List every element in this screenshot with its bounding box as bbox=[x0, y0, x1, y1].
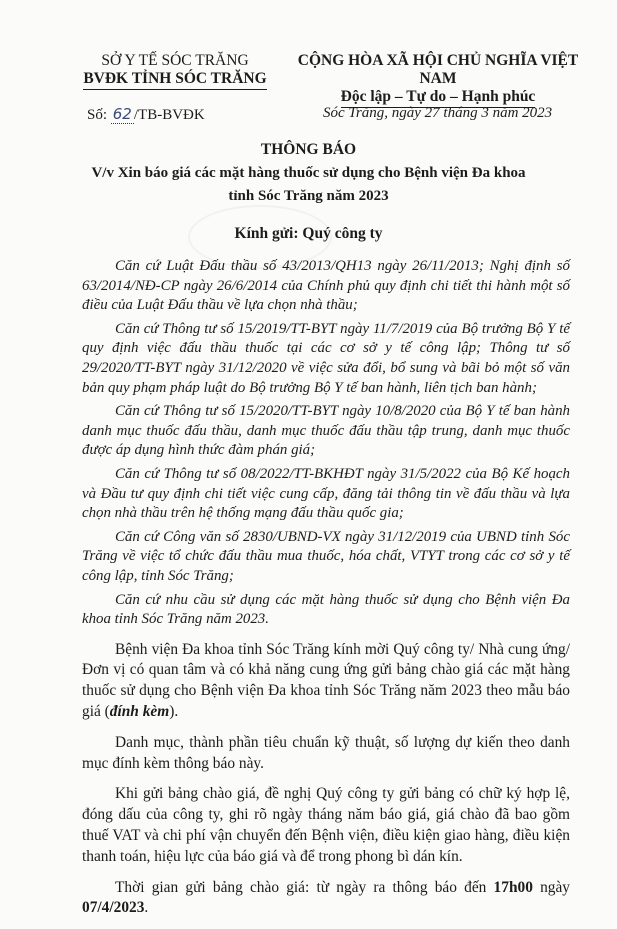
legal-basis: Căn cứ Luật Đấu thầu số 43/2013/QH13 ngày 26/11/2013; Nghị định số 63/2014/NĐ-CP ngày 26/6/2014 của Chính phủ quy định chi tiết thi hành một số điều của Luật Đấu thầu về lựa chọn nhà thầu; bbox=[82, 258, 570, 314]
country-name: CỘNG HÒA XÃ HỘI CHỦ NGHĨA VIỆT NAM bbox=[297, 52, 579, 87]
legal-basis: Căn cứ Thông tư số 08/2022/TT-BKHĐT ngày 31/5/2022 của Bộ Kế hoạch và Đầu tư quy định chi tiết việc cung cấp, đăng tải thông tin về đấu thầu và lựa chọn nhà thầu trên hệ thống mạng đấu thầu quốc gia; bbox=[82, 465, 570, 522]
doc-title: THÔNG BÁO bbox=[260, 141, 357, 158]
list-note-paragraph: Danh mục, thành phần tiêu chuẩn kỹ thuật, số lượng dự kiến theo danh mục đính kèm thông báo này. bbox=[82, 733, 570, 772]
document-number: Số: 62 /TB-BVĐK bbox=[87, 105, 205, 123]
org-parent: SỞ Y TẾ SÓC TRĂNG bbox=[101, 52, 249, 69]
org-name: BVĐK TỈNH SÓC TRĂNG bbox=[83, 70, 266, 90]
legal-basis: Căn cứ Thông tư số 15/2019/TT-BYT ngày 11/7/2019 của Bộ trưởng Bộ Y tế quy định việc đấu thầu thuốc tại các cơ sở y tế công lập; Thông tư số 29/2020/TT-BYT ngày 31/12/2020 về việc sửa đổi, bổ sung và bãi bỏ một số văn bản quy phạm pháp luật do Bộ trưởng Bộ Y tế ban hành, liên tịch ban hành; bbox=[82, 320, 570, 396]
doc-subject-line1: V/v Xin báo giá các mặt hàng thuốc sử dụng cho Bệnh viện Đa khoa bbox=[91, 165, 526, 181]
greeting: Kính gửi: Quý công ty bbox=[234, 225, 383, 242]
deadline-paragraph: Thời gian gửi bảng chào giá: từ ngày ra thông báo đến 17h00 ngày 07/4/2023. bbox=[82, 878, 570, 917]
doc-subject-line2: tỉnh Sóc Trăng năm 2023 bbox=[228, 188, 389, 204]
motto: Độc lập – Tự do – Hạnh phúc bbox=[341, 88, 536, 108]
submission-paragraph: Khi gửi bảng chào giá, đề nghị Quý công ty gửi bảng có chữ ký hợp lệ, đóng dấu của công ty, ghi rõ ngày tháng năm báo giá, giá chào đã bao gồm thuế VAT và chi phí vận chuyển đến Bệnh viện, điều kiện giao hàng, điều kiện thanh toán, hiệu lực của báo giá và để trong phong bì dán kín. bbox=[82, 785, 570, 865]
issuer-block bbox=[60, 52, 290, 90]
document-body bbox=[82, 257, 570, 929]
legal-basis: Căn cứ nhu cầu sử dụng các mặt hàng thuốc sử dụng cho Bệnh viện Đa khoa tỉnh Sóc Trăng năm 2023. bbox=[82, 591, 570, 628]
national-block bbox=[278, 52, 598, 108]
handwritten-number: 62 bbox=[112, 105, 132, 123]
legal-basis: Căn cứ Thông tư số 15/2020/TT-BYT ngày 10/8/2020 của Bộ Y tế ban hành danh mục thuốc đấu thầu, danh mục thuốc đấu thầu tập trung, danh mục thuốc được áp dụng hình thức đàm phán giá; bbox=[82, 403, 570, 459]
invitation-paragraph: Bệnh viện Đa khoa tỉnh Sóc Trăng kính mời Quý công ty/ Nhà cung ứng/ Đơn vị có quan tâm và có khả năng cung ứng gửi bảng chào giá các mặt hàng thuốc sử dụng cho Bệnh viện Đa khoa tỉnh Sóc Trăng năm 2023 theo mẫu báo giá (đính kèm). bbox=[82, 640, 570, 721]
legal-basis: Căn cứ Công văn số 2830/UBND-VX ngày 31/12/2019 của UBND tỉnh Sóc Trăng về việc tổ chức đấu thầu mua thuốc, hóa chất, VTYT trong các cơ sở y tế công lập, tỉnh Sóc Trăng; bbox=[82, 528, 570, 584]
issue-date: Sóc Trăng, ngày 27 tháng 3 năm 2023 bbox=[323, 105, 553, 121]
